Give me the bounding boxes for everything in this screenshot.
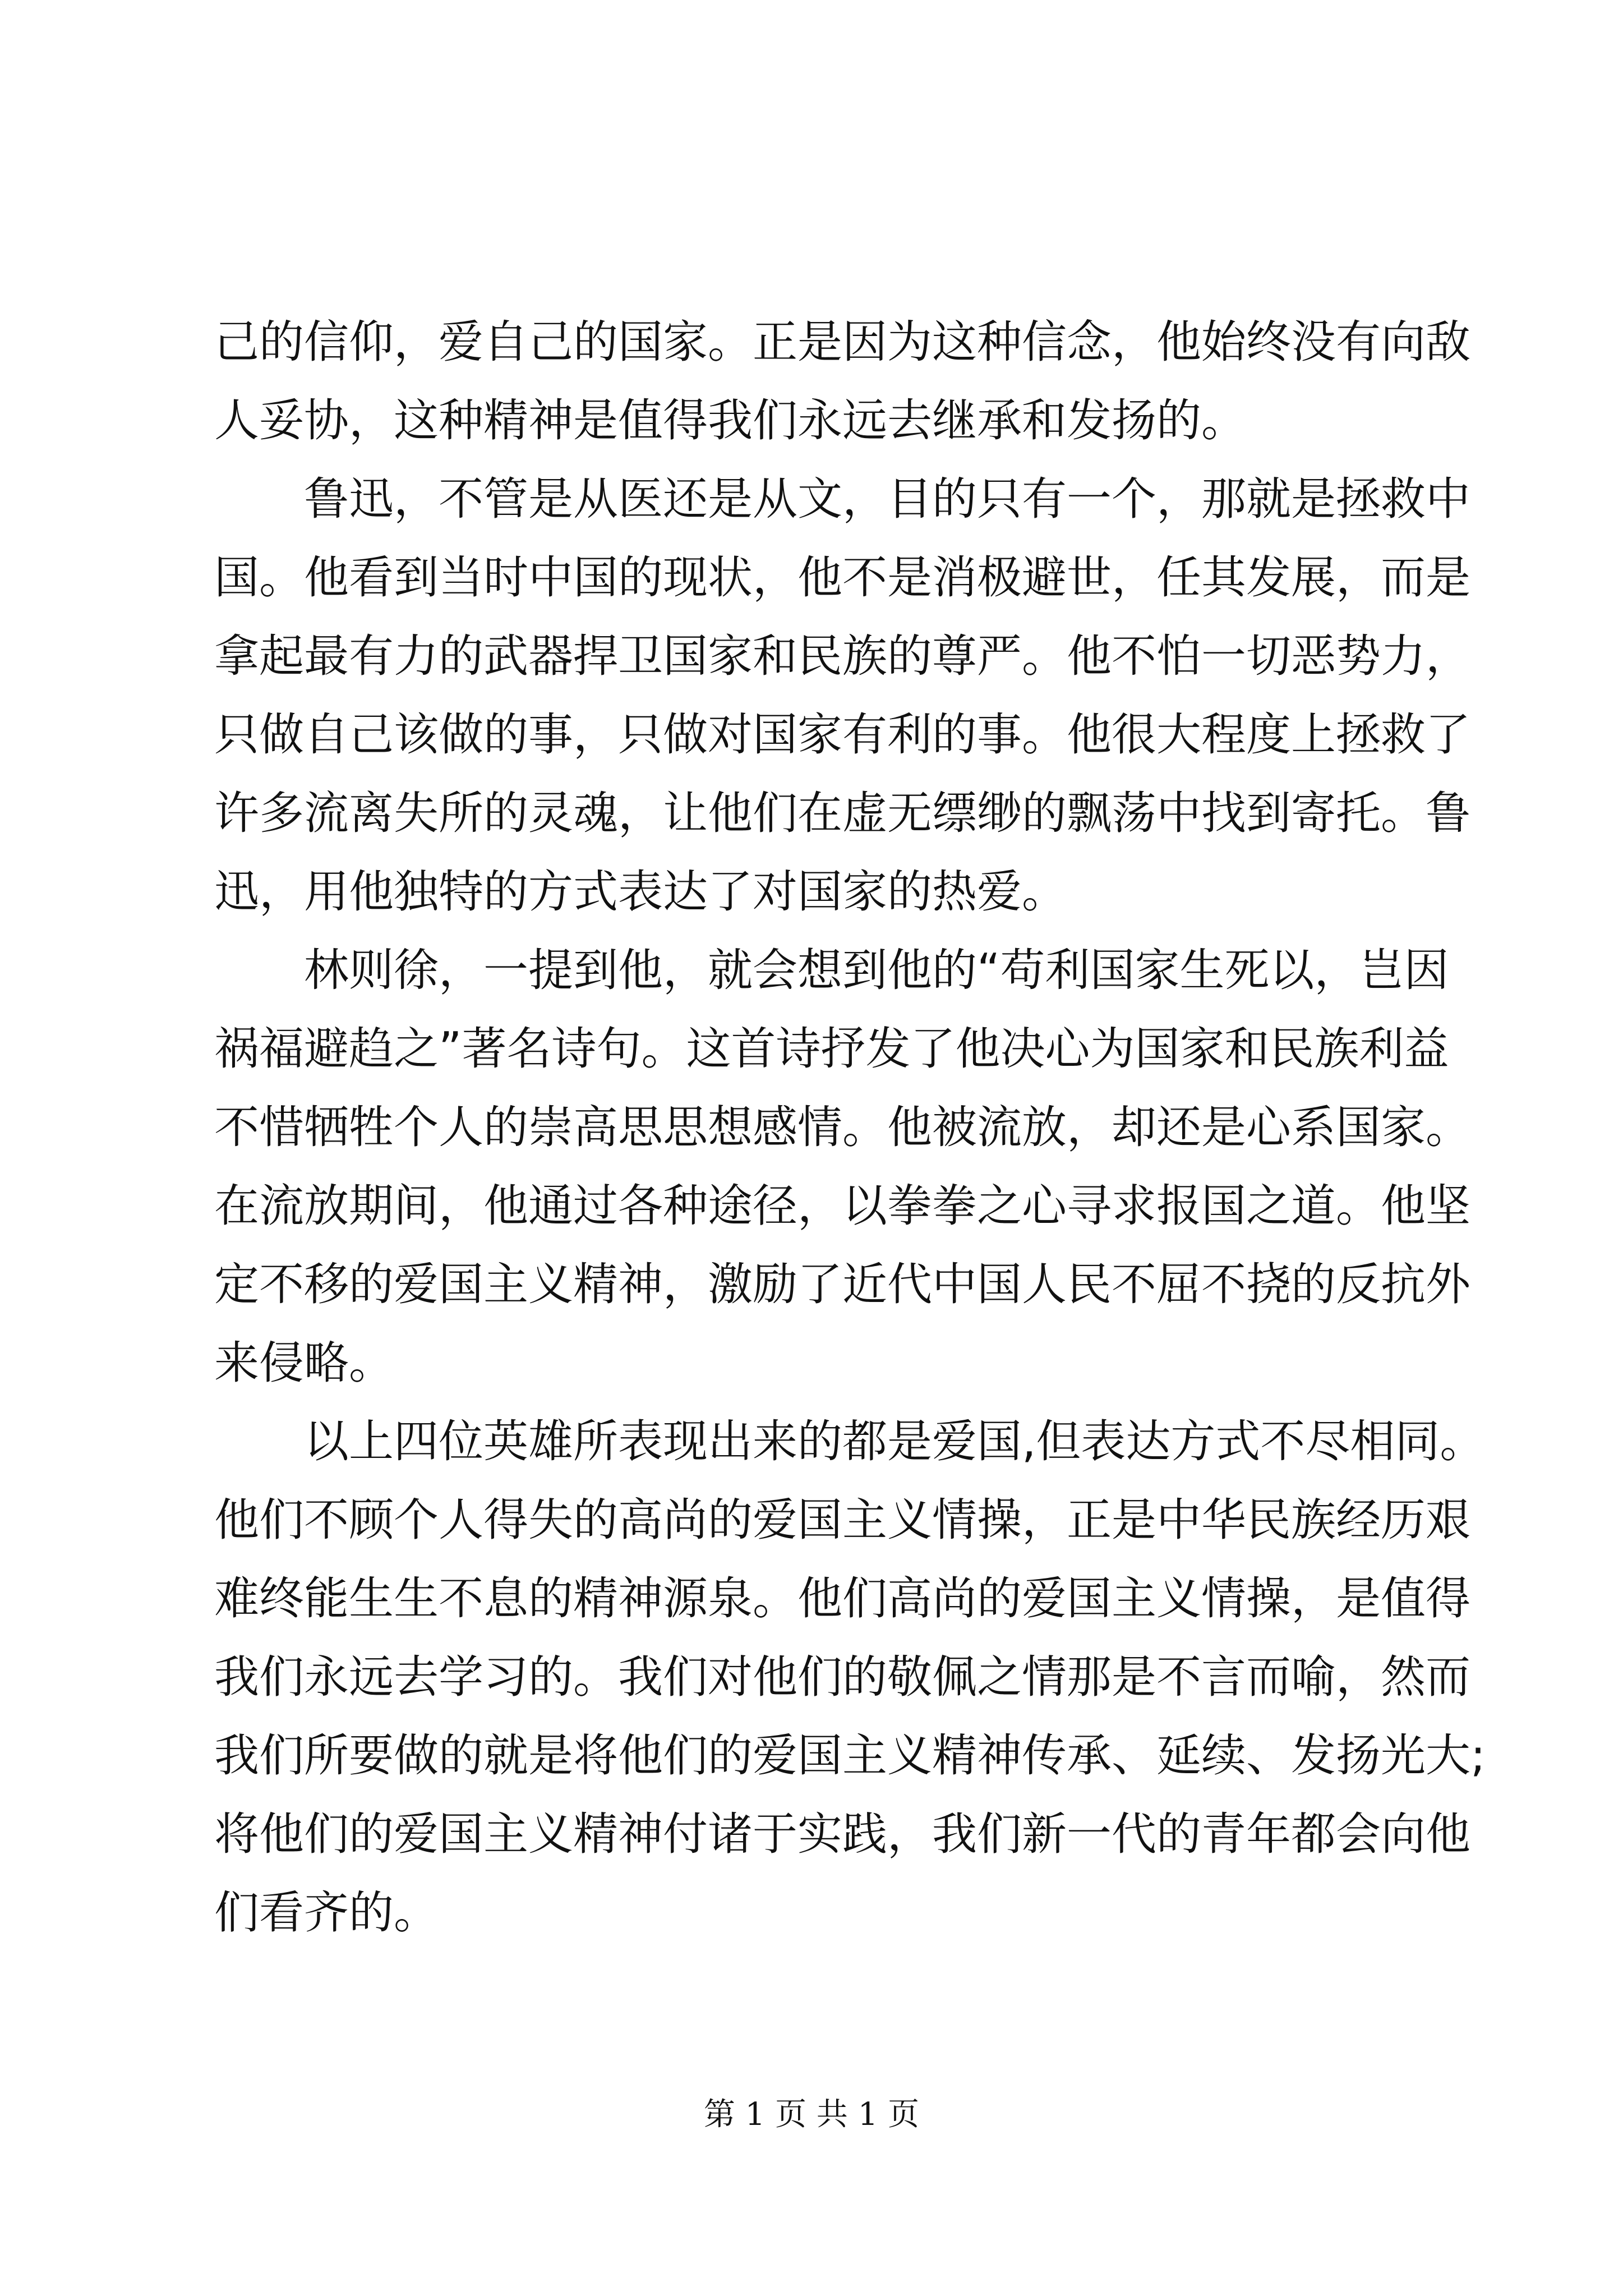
paragraph-start-line: 鲁迅，不管是从医还是从文，目的只有一个，那就是拯救中 xyxy=(304,473,1470,525)
body-text-line: 在流放期间，他通过各种途径，以拳拳之心寻求报国之道。他坚 xyxy=(214,1180,1470,1232)
body-text-line: 们看齐的。 xyxy=(214,1887,439,1939)
body-text-line: 拿起最有力的武器捍卫国家和民族的尊严。他不怕一切恶势力， xyxy=(214,630,1470,682)
body-text-line: 迅，用他独特的方式表达了对国家的热爱。 xyxy=(214,866,1067,918)
body-text-line: 定不移的爱国主义精神，激励了近代中国人民不屈不挠的反抗外 xyxy=(214,1258,1470,1310)
paragraph-start-line: 以上四位英雄所表现出来的都是爱国,但表达方式不尽相同。 xyxy=(304,1415,1485,1467)
body-text-line: 人妥协，这种精神是值得我们永远去继承和发扬的。 xyxy=(214,394,1246,447)
body-text-line: 将他们的爱国主义精神付诸于实践，我们新一代的青年都会向他 xyxy=(214,1808,1470,1860)
body-text-line: 己的信仰，爱自己的国家。正是因为这种信念，他始终没有向敌 xyxy=(214,316,1470,368)
body-text-line: 他们不顾个人得失的高尚的爱国主义情操，正是中华民族经历艰 xyxy=(214,1494,1470,1546)
body-text-line: 难终能生生不息的精神源泉。他们高尚的爱国主义情操，是值得 xyxy=(214,1572,1470,1625)
body-text-line: 我们永远去学习的。我们对他们的敬佩之情那是不言而喻，然而 xyxy=(214,1651,1470,1703)
body-text-line: 我们所要做的就是将他们的爱国主义精神传承、延续、发扬光大; xyxy=(214,1729,1486,1782)
body-text-line: 来侵略。 xyxy=(214,1337,394,1389)
page-number-footer: 第 1 页 共 1 页 xyxy=(703,2096,920,2133)
body-text-line: 祸福避趋之”著名诗句。这首诗抒发了他决心为国家和民族利益 xyxy=(214,1023,1449,1075)
body-text-line: 许多流离失所的灵魂，让他们在虚无缥缈的飘荡中找到寄托。鲁 xyxy=(214,787,1470,839)
paragraph-start-line: 林则徐，一提到他，就会想到他的“苟利国家生死以，岂因 xyxy=(304,944,1449,996)
body-text-line: 只做自己该做的事，只做对国家有利的事。他很大程度上拯救了 xyxy=(214,708,1470,761)
body-text-line: 国。他看到当时中国的现状，他不是消极避世，任其发展，而是 xyxy=(214,551,1470,604)
body-text-line: 不惜牺牲个人的崇高思思想感情。他被流放，却还是心系国家。 xyxy=(214,1101,1470,1153)
